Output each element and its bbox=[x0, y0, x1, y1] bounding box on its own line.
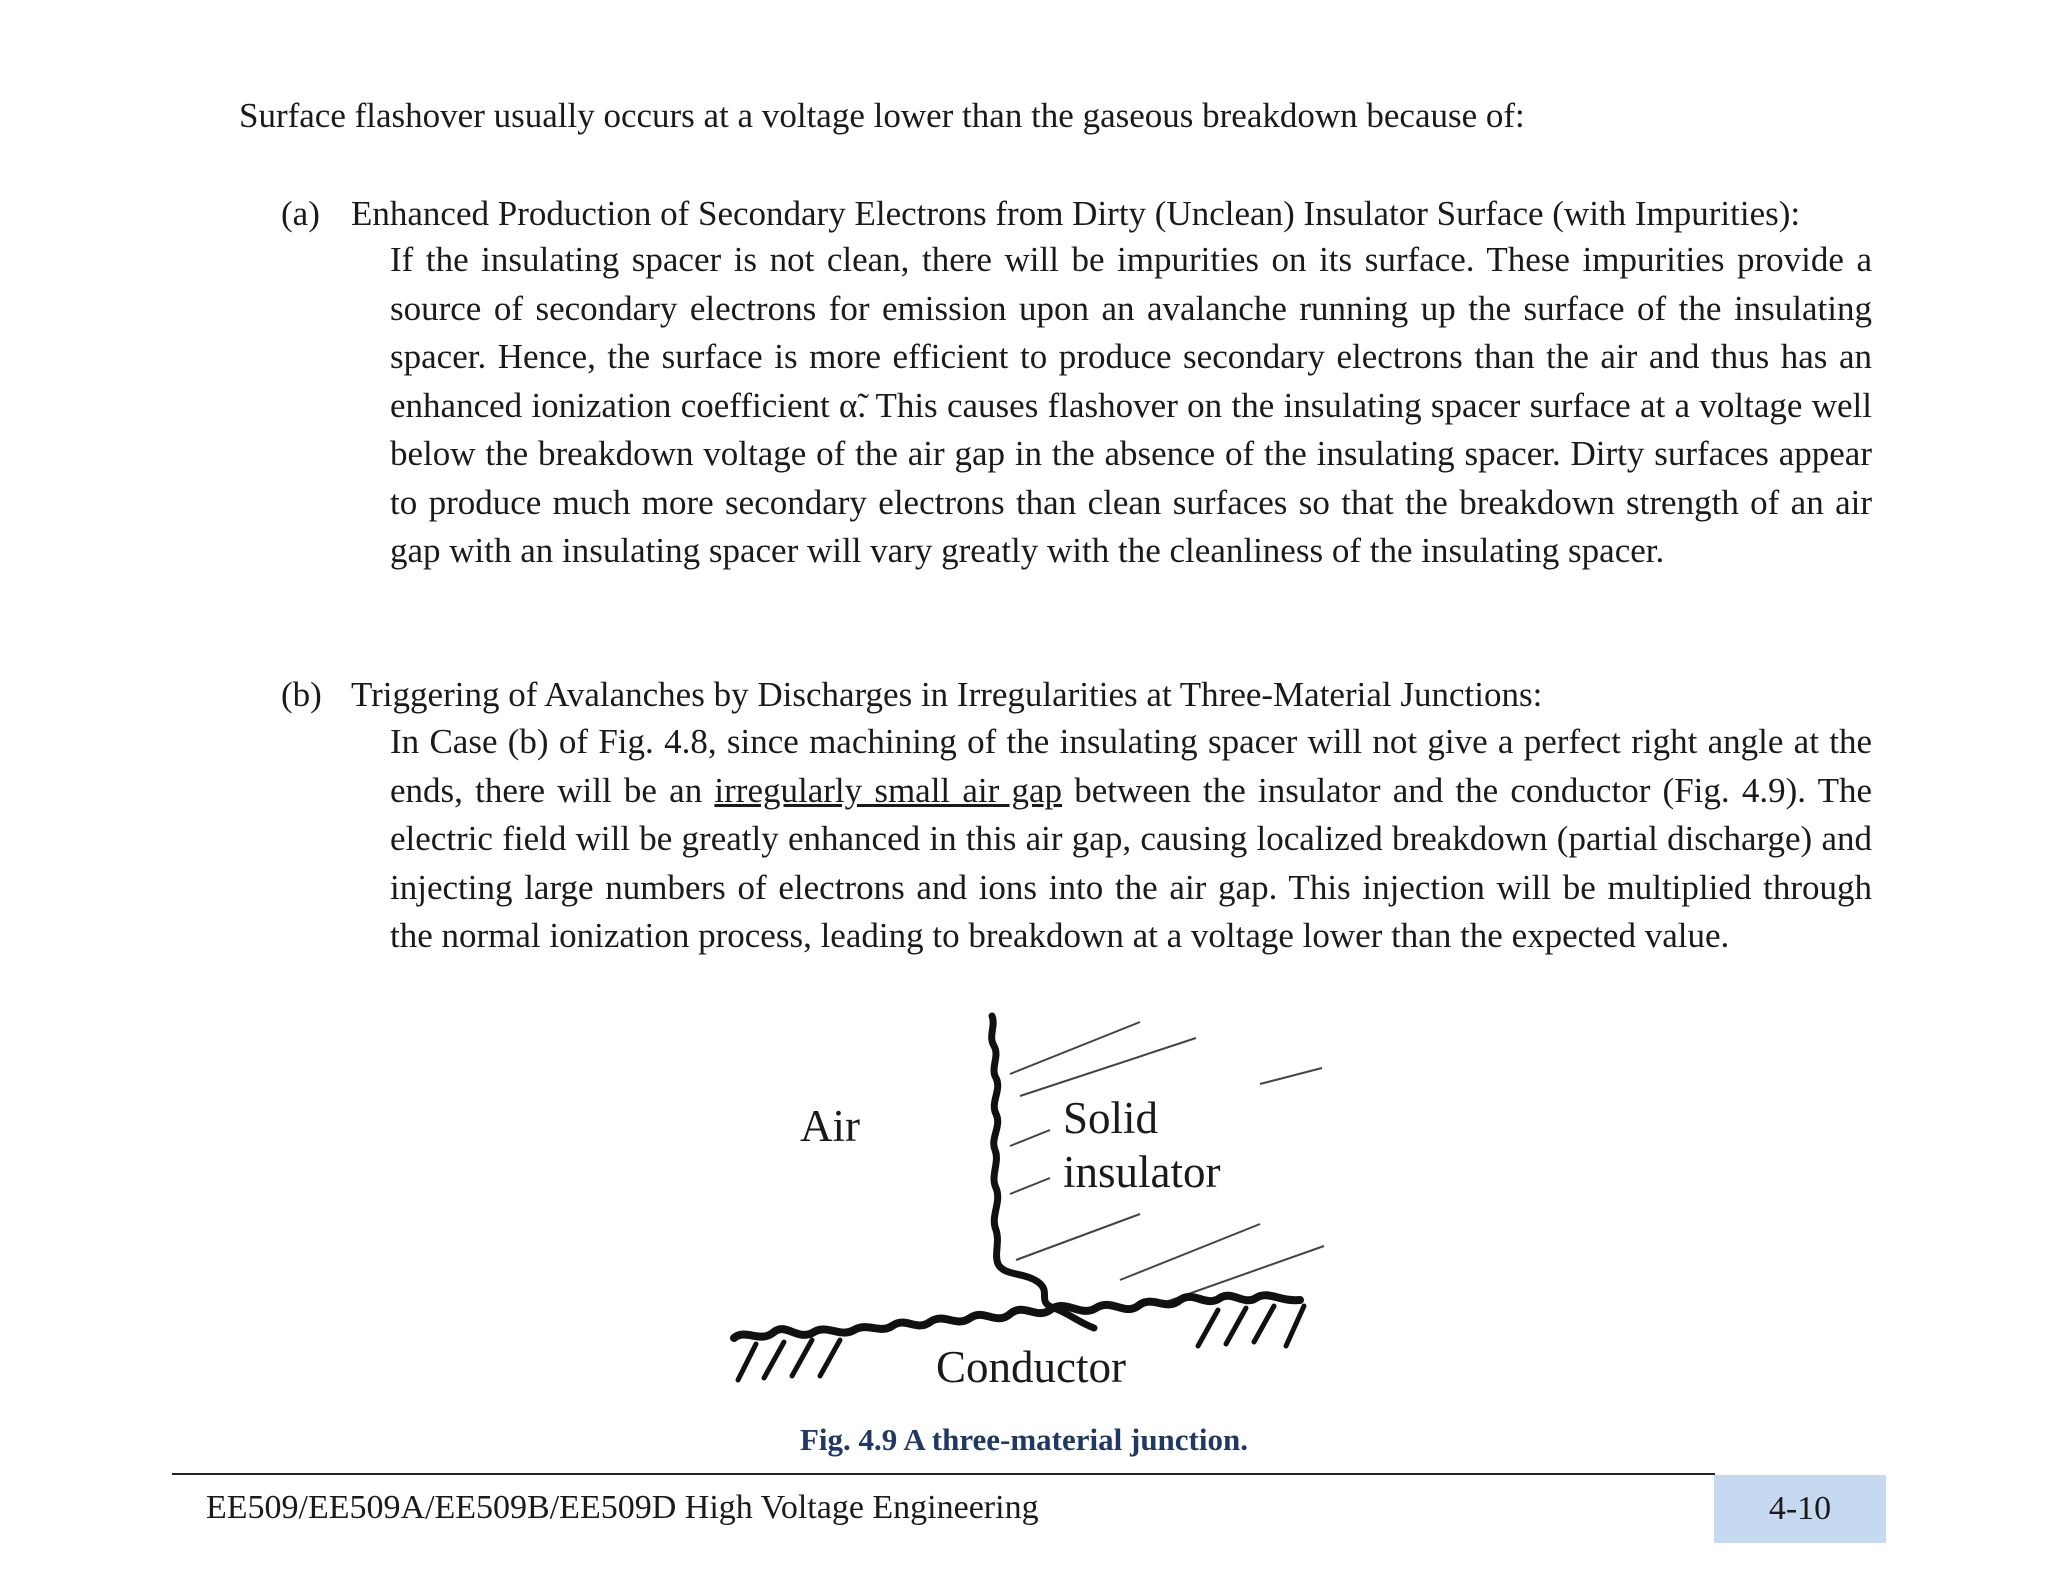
section-b-paragraph bbox=[390, 718, 1872, 961]
section-b-text-end: between the insulator and the conductor (Fig. 4.9). The electric field will be greatly enhanced in this air gap, causing localized breakdown (partial discharge) and injecting large numbers of electrons and ions into the air gap. This injection will be multiplied through the normal ionization process, leading to breakdown at a voltage lower than the expected value. bbox=[390, 770, 1872, 955]
air-label: Air bbox=[800, 1101, 860, 1151]
solid-label: Solid bbox=[1063, 1093, 1159, 1143]
section-a-marker: (a) bbox=[281, 194, 320, 233]
footer-course-title: EE509/EE509A/EE509B/EE509D High Voltage Engineering bbox=[206, 1489, 1039, 1526]
section-b-text-start: In Case (b) of Fig. 4.8, since machining of the insulating spacer will not give a perfect right angle at the ends, there will be an bbox=[390, 722, 1872, 810]
section-b-title: Triggering of Avalanches by Discharges in Irregularities at Three-Material Junctions: bbox=[351, 675, 1543, 714]
page-number-badge: 4-10 bbox=[1714, 1475, 1886, 1543]
footer-divider bbox=[172, 1473, 1715, 1475]
section-b-underlined-phrase: irregularly small air gap bbox=[714, 770, 1063, 810]
insulator-label: insulator bbox=[1063, 1147, 1221, 1197]
section-a-title: Enhanced Production of Secondary Electrons from Dirty (Unclean) Insulator Surface (with Impurities): bbox=[351, 194, 1801, 233]
section-b-marker: (b) bbox=[281, 675, 322, 714]
intro-sentence: Surface flashover usually occurs at a voltage lower than the gaseous breakdown because of: bbox=[239, 96, 1525, 135]
figure-caption: Fig. 4.9 A three-material junction. bbox=[799, 1422, 1248, 1457]
section-a-heading bbox=[281, 190, 1800, 238]
conductor-label: Conductor bbox=[936, 1342, 1126, 1392]
section-b-heading bbox=[281, 671, 1542, 719]
section-a-paragraph: If the insulating spacer is not clean, there will be impurities on its surface. These impurities provide a source of secondary electrons for emission upon an avalanche running up the surface of the insulating spacer. Hence, the surface is more efficient to produce secondary electrons than the air and thus has an enhanced ionization coefficient α̃. This causes flashover on the insulating spacer surface at a voltage well below the breakdown voltage of the air gap in the absence of the insulating spacer. Dirty surfaces appear to produce much more secondary electrons than clean surfaces so that the breakdown strength of an air gap with an insulating spacer will vary greatly with the cleanliness of the insulating spacer. bbox=[390, 240, 1872, 570]
